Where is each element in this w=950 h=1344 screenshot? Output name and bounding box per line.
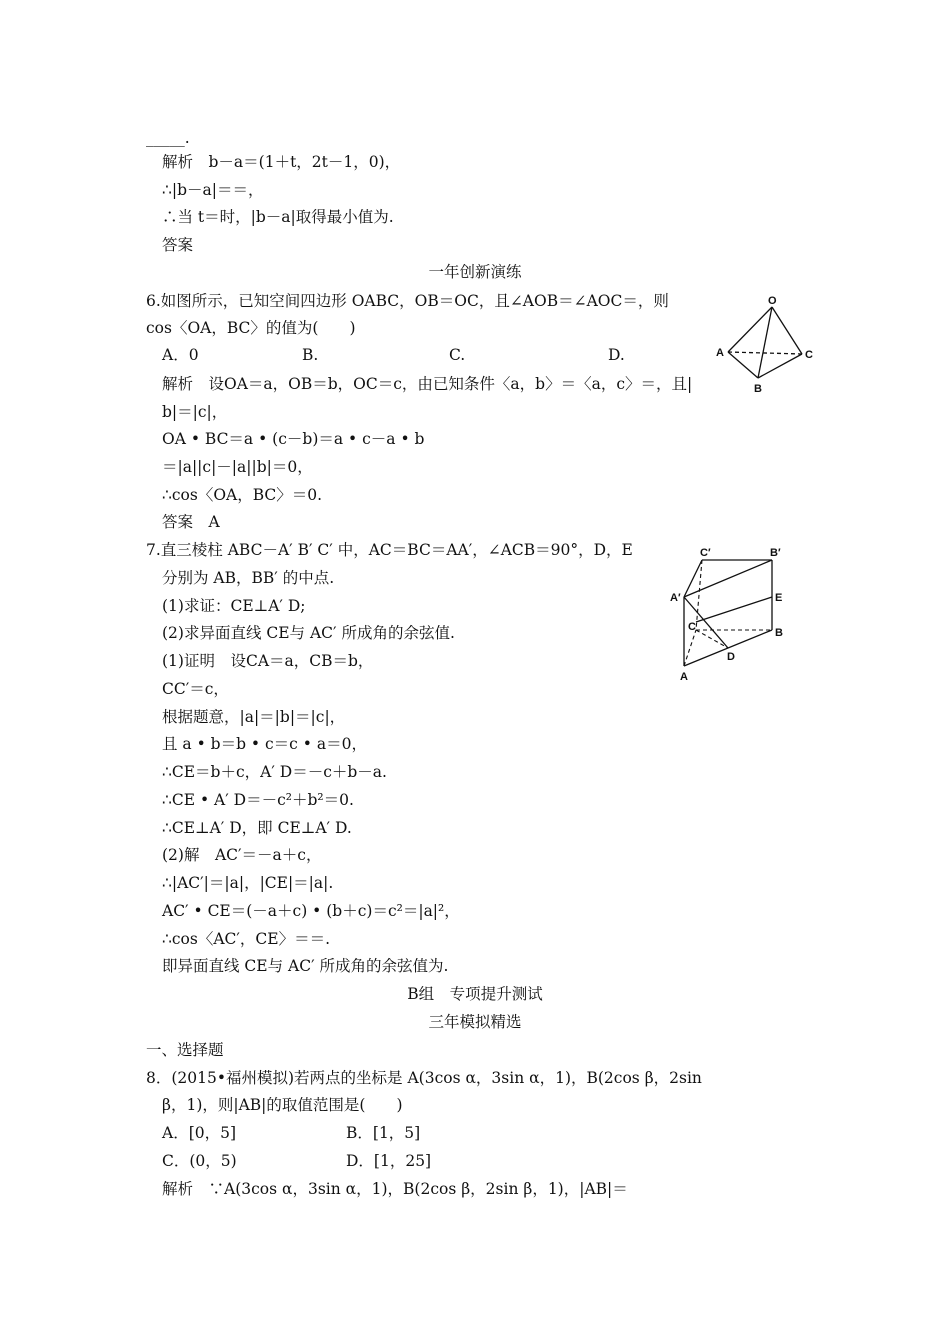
label-a: A bbox=[680, 671, 688, 683]
text-line: 解析 ∵A(3cos α，3sin α，1)，B(2cos β，2sin β，1)，|AB|＝ bbox=[162, 1180, 628, 1198]
text-line: ∴CE⊥A′ D，即 CE⊥A′ D. bbox=[162, 819, 352, 837]
text-line: ∴CE＝b＋c，A′ D＝－c＋b－a. bbox=[162, 763, 387, 781]
text-line: 根据题意，|a|＝|b|＝|c|， bbox=[162, 708, 346, 726]
question-8: 8．(2015•福州模拟)若两点的坐标是 A(3cos α，3sin α，1)，B(2cos β，2sin bbox=[146, 1069, 702, 1087]
answer-label: 答案 bbox=[162, 236, 194, 254]
label-c: C bbox=[805, 349, 813, 361]
edge-oc bbox=[772, 307, 802, 354]
text-line: 分别为 AB，BB′ 的中点. bbox=[162, 569, 335, 587]
text-line: ∴|AC′|＝|a|，|CE|＝|a|. bbox=[162, 874, 334, 892]
label-c-prime: C′ bbox=[700, 547, 711, 559]
edge-ab bbox=[728, 352, 758, 378]
text-line: 解析 b－a＝(1＋t，2t－1，0)， bbox=[162, 153, 401, 171]
text-line: ∴cos〈OA，BC〉＝0. bbox=[162, 486, 323, 504]
edge-oa bbox=[728, 307, 772, 352]
edge-ac-hidden bbox=[728, 352, 802, 354]
label-a: A bbox=[716, 347, 724, 359]
blank-line: _____. bbox=[146, 129, 190, 147]
text-line: (2)解 AC′＝－a＋c， bbox=[162, 846, 322, 864]
text-line: ∴|b－a|＝＝， bbox=[162, 181, 264, 199]
text-line: (1)证明 设CA＝a，CB＝b， bbox=[162, 652, 374, 670]
answer-line: 答案 A bbox=[162, 513, 220, 531]
text-line: b|＝|c|， bbox=[162, 403, 228, 421]
option-d: D．[1，25] bbox=[346, 1152, 432, 1170]
text-line: (1)求证：CE⊥A′ D; bbox=[162, 597, 306, 615]
text-line: OA • BC＝a • (c－b)＝a • c－a • b bbox=[162, 430, 425, 448]
text-line: 且 a • b＝b • c＝c • a＝0， bbox=[162, 735, 367, 753]
label-a-prime: A′ bbox=[670, 592, 681, 604]
segment-cd-hidden bbox=[696, 630, 728, 648]
text-line: CC′＝c， bbox=[162, 680, 229, 698]
section-heading: 一年创新演练 bbox=[428, 263, 522, 281]
edge-a1b1 bbox=[684, 560, 772, 597]
option-c: C. bbox=[449, 346, 466, 364]
section-heading: 三年模拟精选 bbox=[428, 1013, 522, 1031]
text-line: ＝|a||c|－|a||b|＝0， bbox=[162, 458, 313, 476]
text-line: cos〈OA，BC〉的值为( ) bbox=[146, 319, 356, 337]
text-line: ∴cos〈AC′，CE〉＝＝. bbox=[162, 930, 331, 948]
label-b-prime: B′ bbox=[770, 547, 781, 559]
label-o: O bbox=[768, 295, 777, 307]
text-line: β，1)，则|AB|的取值范围是( ) bbox=[162, 1096, 403, 1114]
text-line: AC′ • CE＝(－a＋c) • (b＋c)＝c²＝|a|²， bbox=[162, 902, 460, 920]
label-b: B bbox=[754, 383, 762, 395]
question-7: 7.直三棱柱 ABC－A′ B′ C′ 中，AC＝BC＝AA′，∠ACB＝90°，D，E bbox=[146, 541, 633, 559]
text-line: ∴当 t＝时，|b－a|取得最小值为. bbox=[162, 208, 394, 226]
prism-figure bbox=[666, 542, 796, 684]
subsection-heading: 一、选择题 bbox=[146, 1041, 224, 1059]
edge-bc bbox=[758, 354, 802, 378]
edge-ac-hidden bbox=[684, 630, 696, 666]
option-c: C．(0，5) bbox=[162, 1152, 237, 1170]
label-c: C bbox=[688, 621, 696, 633]
option-b: B. bbox=[302, 346, 319, 364]
section-heading: B组 专项提升测试 bbox=[407, 985, 543, 1003]
text-line: ∴CE • A′ D＝－c²＋b²＝0. bbox=[162, 791, 354, 809]
edge-ob bbox=[758, 307, 772, 378]
question-6: 6.如图所示，已知空间四边形 OABC，OB＝OC，且∠AOB＝∠AOC＝，则 bbox=[146, 292, 669, 310]
option-a: A．0 bbox=[162, 346, 199, 364]
option-b: B．[1，5] bbox=[346, 1124, 421, 1142]
text-line: (2)求异面直线 CE与 AC′ 所成角的余弦值. bbox=[162, 624, 455, 642]
label-b: B bbox=[775, 627, 783, 639]
option-a: A．[0，5] bbox=[162, 1124, 237, 1142]
label-d: D bbox=[727, 651, 735, 663]
label-e: E bbox=[775, 592, 783, 604]
tetrahedron-figure bbox=[708, 292, 820, 396]
option-d: D. bbox=[608, 346, 625, 364]
segment-ce bbox=[696, 597, 772, 622]
text-line: 即异面直线 CE与 AC′ 所成角的余弦值为. bbox=[162, 957, 449, 975]
text-line: 解析 设OA＝a，OB＝b，OC＝c，由已知条件〈a，b〉＝〈a，c〉＝，且| bbox=[162, 375, 693, 393]
